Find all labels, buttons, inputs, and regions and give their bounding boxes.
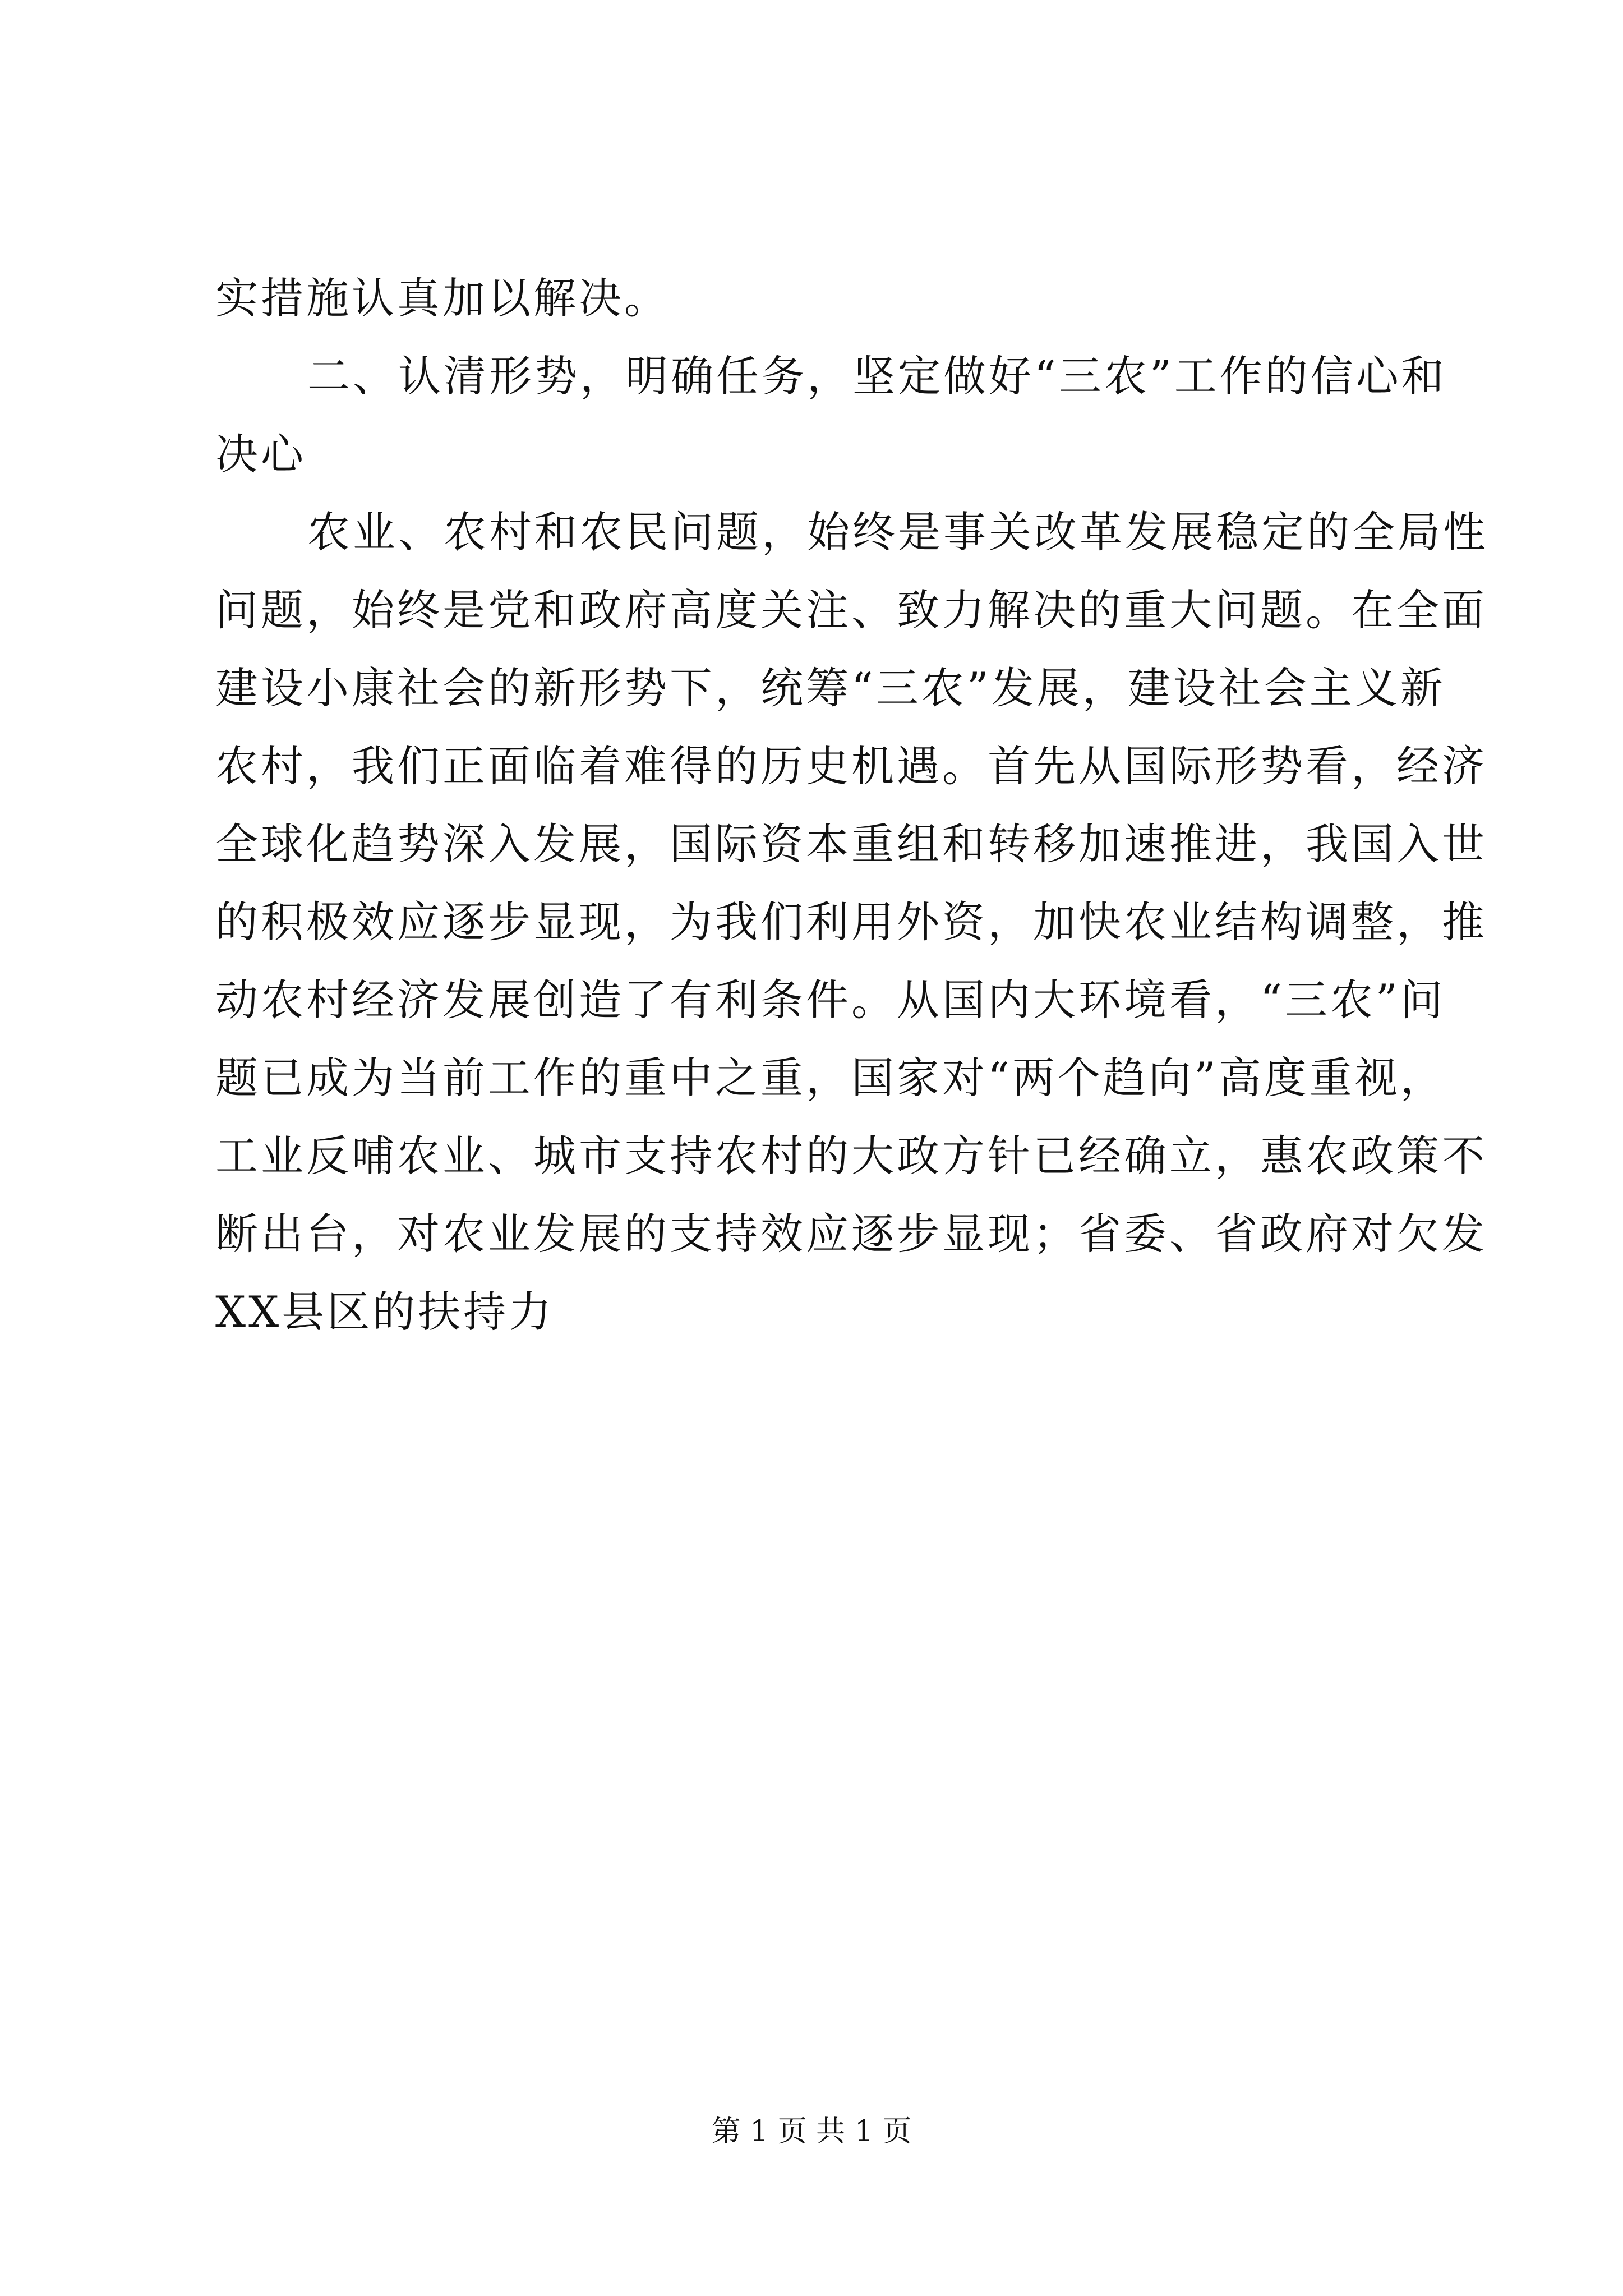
text-line: 实措施认真加以解决。 — [215, 273, 670, 323]
text-line: 题已成为当前工作的重中之重，国家对“两个趋向”高度重视， — [215, 1053, 1446, 1103]
text-line: 动农村经济发展创造了有利条件。从国内大环境看，“三农”问 — [215, 975, 1446, 1025]
page-number-footer: 第 1 页 共 1 页 — [711, 2115, 912, 2148]
text-line: 的积极效应逐步显现，为我们利用外资，加快农业结构调整，推 — [215, 897, 1487, 947]
text-line: 农村，我们正面临着难得的历史机遇。首先从国际形势看，经济 — [215, 741, 1487, 791]
text-line: 建设小康社会的新形势下，统筹“三农”发展，建设社会主义新 — [215, 663, 1446, 713]
section-heading-continued: 决心 — [215, 429, 306, 479]
text-line: 工业反哺农业、城市支持农村的大政方针已经确立，惠农政策不 — [215, 1131, 1487, 1181]
document-body — [215, 259, 1488, 1351]
text-line: 全球化趋势深入发展，国际资本重组和转移加速推进，我国入世 — [215, 819, 1487, 869]
section-heading: 二、认清形势，明确任务，坚定做好“三农”工作的信心和 — [307, 351, 1447, 401]
paragraph-start: 农业、农村和农民问题，始终是事关改革发展稳定的全局性 — [307, 507, 1488, 557]
text-line: 断出台，对农业发展的支持效应逐步显现；省委、省政府对欠发 — [215, 1209, 1487, 1259]
text-line: 问题，始终是党和政府高度关注、致力解决的重大问题。在全面 — [215, 585, 1487, 635]
text-line: XX县区的扶持力 — [215, 1287, 555, 1337]
